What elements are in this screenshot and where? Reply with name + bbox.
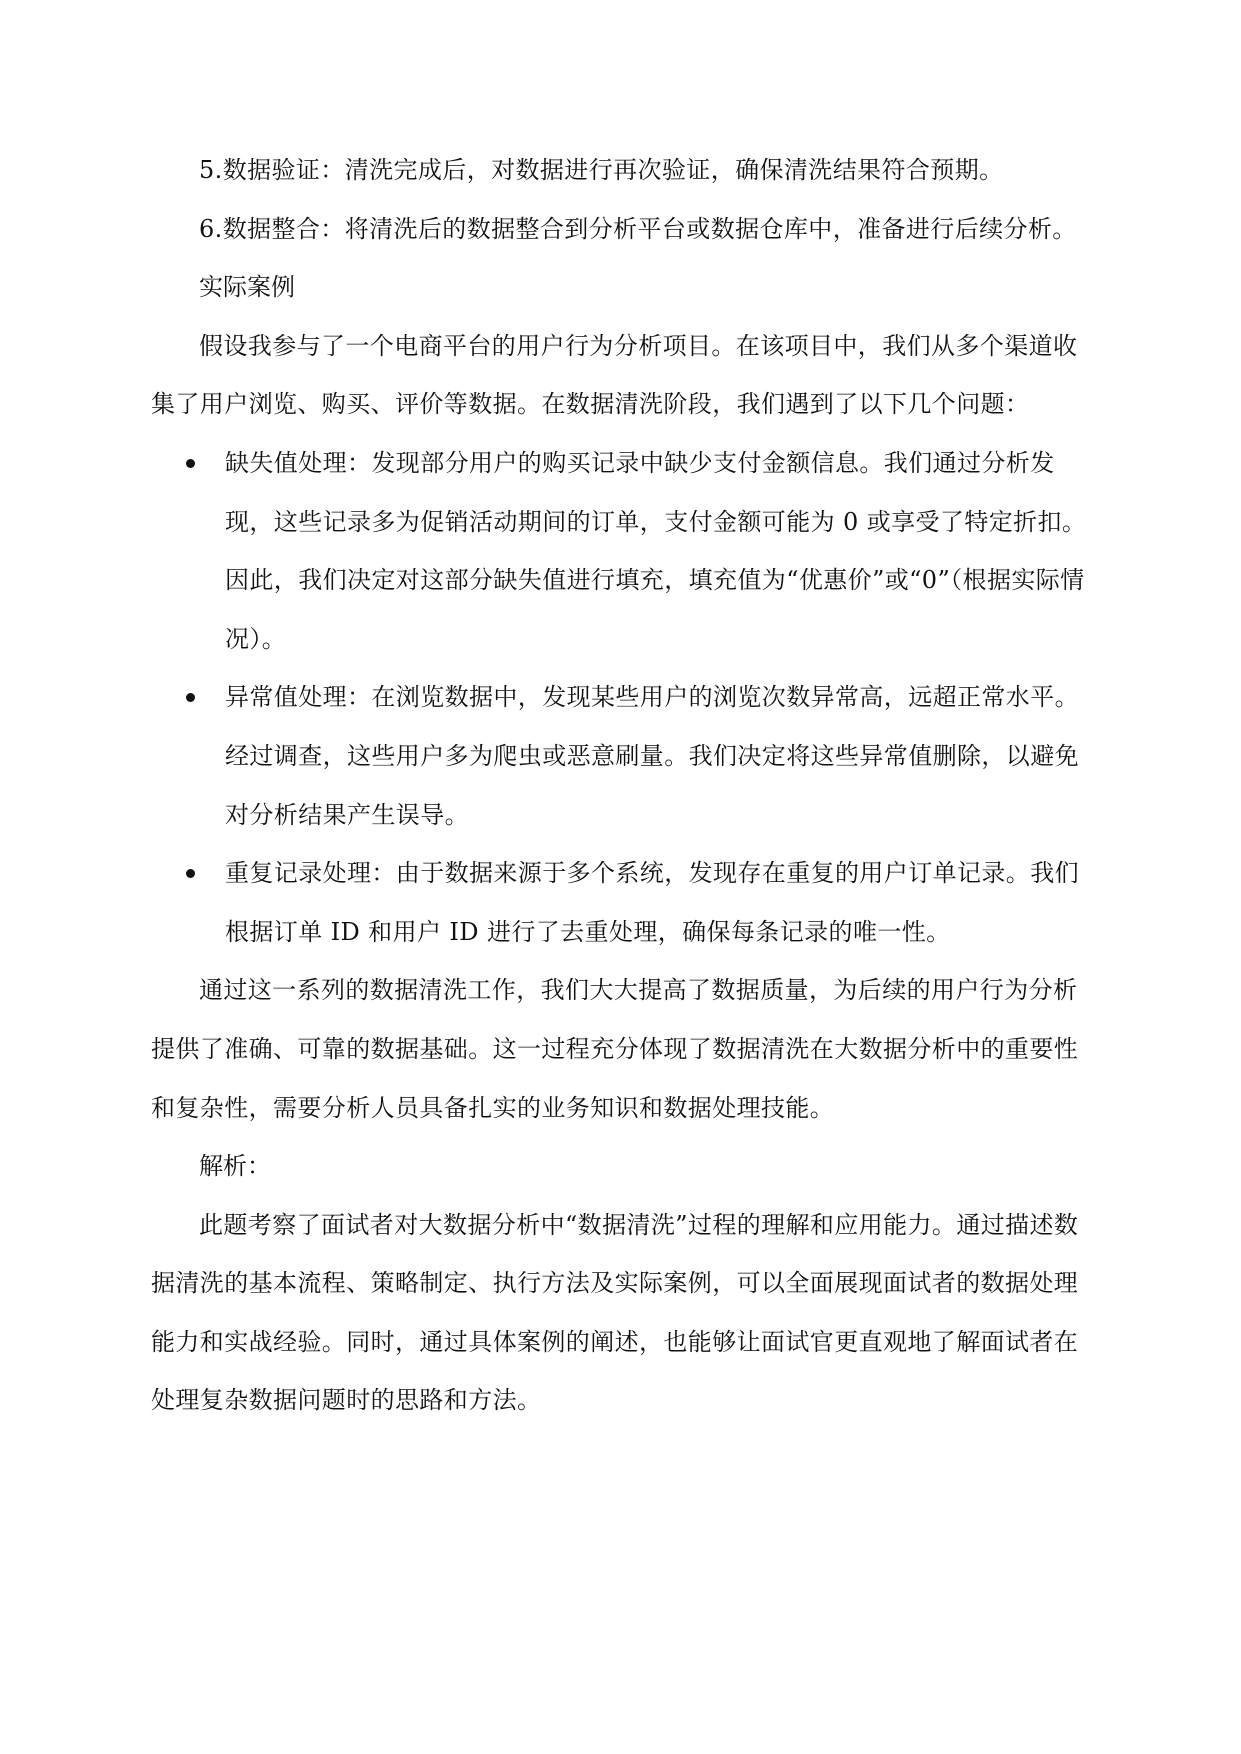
case-heading: 实际案例 [199,273,295,302]
list-item-text: 重复记录处理：由于数据来源于多个系统，发现存在重复的用户订单记录。我们根据订单 ID 和用户 ID 进行了去重处理，确保每条记录的唯一性。 [225,859,1079,946]
issue-list [151,434,1101,961]
analysis-paragraph: 此题考察了面试者对大数据分析中“数据清洗”过程的理解和应用能力。通过描述数据清洗的基本流程、策略制定、执行方法及实际案例，可以全面展现面试者的数据处理能力和实战经验。同时，通过具体案例的阐述，也能够让面试官更直观地了解面试者在处理复杂数据问题时的思路和方法。 [151,1210,1079,1415]
list-item-text: 异常值处理：在浏览数据中，发现某些用户的浏览次数异常高，远超正常水平。经过调查，这些用户多为爬虫或恶意刷量。我们决定将这些异常值删除，以避免对分析结果产生误导。 [225,683,1079,829]
list-item-missing-values [151,434,1101,668]
list-item-text: 缺失值处理：发现部分用户的购买记录中缺少支付金额信息。我们通过分析发现，这些记录多为促销活动期间的订单，支付金额可能为 0 或享受了特定折扣。因此，我们决定对这部分缺失值进行填充，填充值为“优惠价”或“0”（根据实际情况）。 [225,448,1087,653]
conclusion-paragraph: 通过这一系列的数据清洗工作，我们大大提高了数据质量，为后续的用户行为分析提供了准确、可靠的数据基础。这一过程充分体现了数据清洗在大数据分析中的重要性和复杂性，需要分析人员具备扎实的业务知识和数据处理技能。 [151,976,1079,1122]
bullet-icon [186,693,195,702]
analysis-heading: 解析： [199,1152,271,1181]
case-intro-paragraph: 假设我参与了一个电商平台的用户行为分析项目。在该项目中，我们从多个渠道收集了用户浏览、购买、评价等数据。在数据清洗阶段，我们遇到了以下几个问题： [151,331,1078,419]
step-6-paragraph: 6.数据整合：将清洗后的数据整合到分析平台或数据仓库中，准备进行后续分析。 [199,214,1077,243]
bullet-icon [186,459,195,468]
list-item-outliers [151,668,1101,844]
bullet-icon [186,869,195,878]
step-5-paragraph: 5.数据验证：清洗完成后，对数据进行再次验证，确保清洗结果符合预期。 [199,156,1004,184]
list-item-duplicates [151,844,1101,961]
